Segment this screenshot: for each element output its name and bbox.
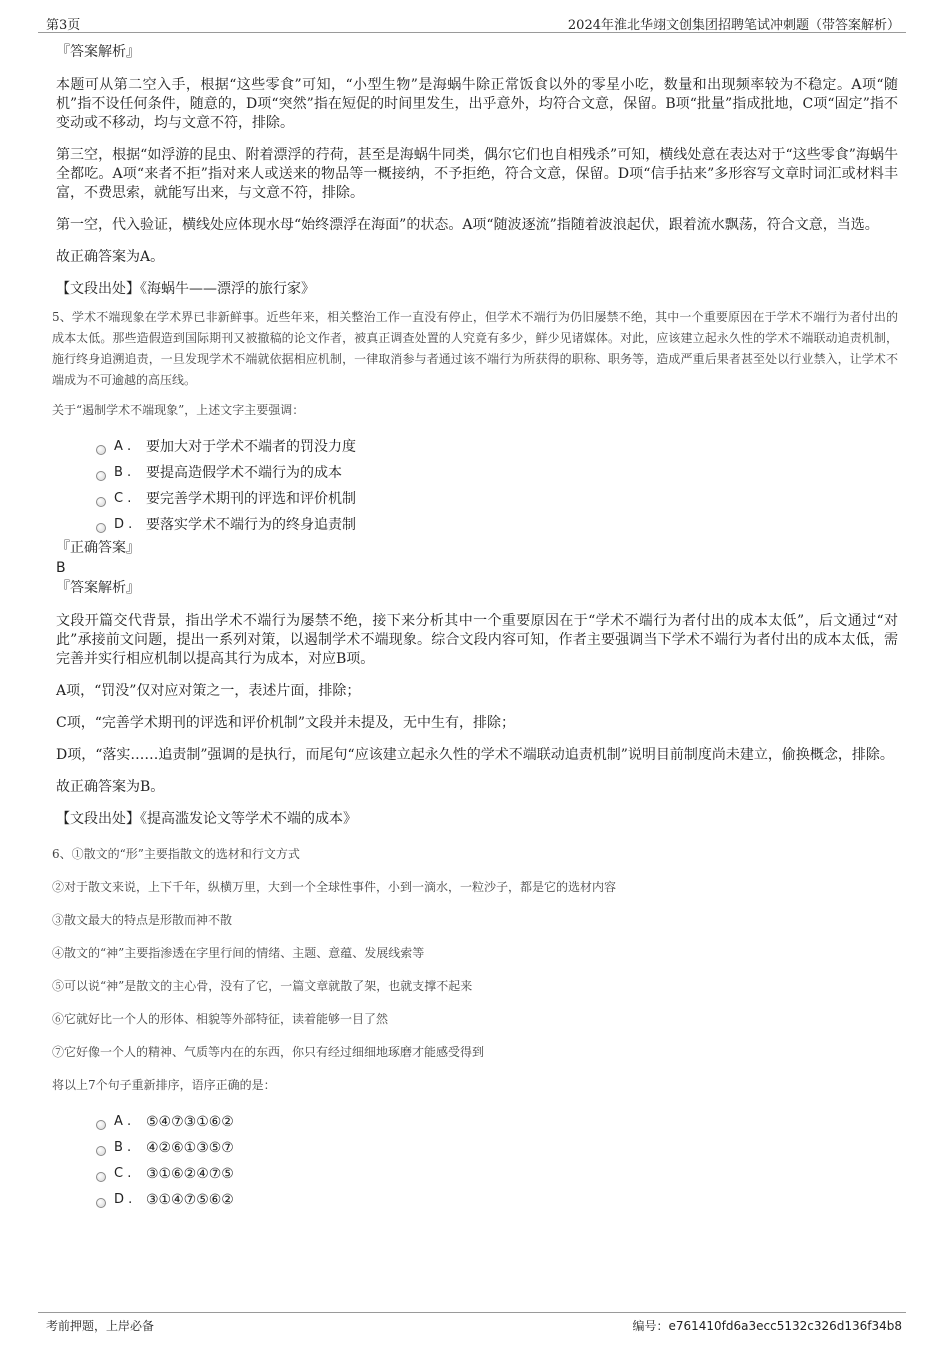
radio-icon[interactable]: [96, 445, 106, 455]
q6-option-a[interactable]: [96, 1109, 898, 1135]
q5-conclusion: 故正确答案为B。: [56, 779, 165, 795]
q6-option-b[interactable]: [96, 1135, 898, 1161]
q6-sentence: ⑦它好像一个人的精神、气质等内在的东西，你只有经过细细地琢磨才能感受得到: [52, 1045, 485, 1059]
option-text: 要完善学术期刊的评选和评价机制: [146, 491, 356, 507]
option-letter: D .: [114, 517, 133, 532]
option-text: ⑤④⑦③①⑥②: [146, 1114, 234, 1130]
option-text: 要加大对于学术不端者的罚没力度: [146, 439, 356, 455]
option-letter: C .: [114, 491, 132, 506]
q6-option-c[interactable]: [96, 1161, 898, 1187]
q4-analysis-paragraph: 第三空，根据“如浮游的昆虫、附着漂浮的荇荷，甚至是海蜗牛同类，偶尔它们也自相残杀”可知，横线处意在表达对于“这些零食”海蜗牛全都吃。A项“来者不拒”指对来人或送来的物品等一概接纳，不予拒绝，符合文意，保留。D项“信手拈来”多形容写文章时词汇或材料丰富，不费思索，就能写出来，与文意不符，排除。: [56, 147, 898, 201]
q5-stem: 5、学术不端现象在学术界已非新鲜事。近些年来，相关整治工作一直没有停止，但学术不端行为仍旧屡禁不绝，其中一个重要原因在于学术不端行为者付出的成本太低。那些造假造到国际期刊又被撤稿的论文作者，被真正调查处置的人究竟有多少，鲜少见诸媒体。对此，应该建立起永久性的学术不端联动追责机制，施行终身追溯追责，一旦发现学术不端就依据相应机制，一律取消参与者通过该不端行为所获得的职称、职务等，造成严重后果者甚至处以行业禁入，让学术不端成为不可逾越的高压线。: [52, 310, 898, 387]
code-value: e761410fd6a3ecc5132c326d136f34b8: [668, 1319, 902, 1333]
radio-icon[interactable]: [96, 1198, 106, 1208]
page-header: [38, 12, 906, 33]
q6-options: [96, 1109, 898, 1213]
document-code: [632, 1317, 902, 1334]
option-text: ③①④⑦⑤⑥②: [146, 1192, 234, 1208]
document-title: 2024年淮北华翊文创集团招聘笔试冲刺题（带答案解析）: [567, 18, 900, 33]
option-letter: A .: [114, 439, 132, 454]
q5-option-a[interactable]: [96, 434, 898, 460]
option-letter: A .: [114, 1114, 132, 1129]
q5-prompt: 关于“遏制学术不端现象”，上述文字主要强调：: [52, 403, 305, 417]
q6-sentence: 6、①散文的“形”主要指散文的选材和行文方式: [52, 847, 300, 861]
q6-sentence: ②对于散文来说，上下千年，纵横万里，大到一个全球性事件，小到一滴水，一粒沙子，都是它的选材内容: [52, 880, 617, 894]
page-footer: [38, 1312, 906, 1335]
q5-analysis-paragraph: A项，“罚没”仅对应对策之一，表述片面，排除；: [56, 683, 361, 699]
option-text: ③①⑥②④⑦⑤: [146, 1166, 234, 1182]
option-text: 要提高造假学术不端行为的成本: [146, 465, 342, 481]
radio-icon[interactable]: [96, 1120, 106, 1130]
q5-analysis-paragraph: C项，“完善学术期刊的评选和评价机制”文段并未提及，无中生有，排除；: [56, 715, 516, 731]
q4-analysis-label: 『答案解析』: [56, 44, 140, 60]
q5-analysis-paragraph: D项，“落实……追责制”强调的是执行，而尾句“应该建立起永久性的学术不端联动追责机制”说明目前制度尚未建立，偷换概念，排除。: [56, 747, 894, 763]
radio-icon[interactable]: [96, 1172, 106, 1182]
code-label: 编号：: [632, 1319, 669, 1333]
q4-source: 【文段出处】《海蜗牛——漂浮的旅行家》: [56, 281, 315, 297]
document-body: [52, 42, 898, 1213]
option-letter: D .: [114, 1192, 133, 1207]
q6-sentence: ⑤可以说“神”是散文的主心骨，没有了它，一篇文章就散了架，也就支撑不起来: [52, 979, 473, 993]
q6-sentence: ③散文最大的特点是形散而神不散: [52, 913, 233, 927]
q4-analysis-paragraph: 本题可从第二空入手，根据“这些零食”可知，“小型生物”是海蜗牛除正常饭食以外的零星小吃，数量和出现频率较为不稳定。A项“随机”指不设任何条件，随意的，D项“突然”指在短促的时间里发生，出乎意外，均符合文意，保留。B项“批量”指成批地，C项“固定”指不变动或不移动，均与文意不符，排除。: [56, 77, 898, 131]
q6-sentence: ④散文的“神”主要指渗透在字里行间的情绪、主题、意蕴、发展线索等: [52, 946, 425, 960]
page-number: 第3页: [46, 18, 81, 33]
q5-correct-label: 『正确答案』: [56, 540, 140, 556]
q5-option-d[interactable]: [96, 512, 898, 538]
q6-prompt: 将以上7个句子重新排序，语序正确的是：: [52, 1078, 276, 1092]
q6-sentence: ⑥它就好比一个人的形体、相貌等外部特征，读着能够一目了然: [52, 1012, 389, 1026]
option-text: ④②⑥①③⑤⑦: [146, 1140, 234, 1156]
radio-icon[interactable]: [96, 1146, 106, 1156]
q5-source: 【文段出处】《提高滥发论文等学术不端的成本》: [56, 811, 357, 827]
q5-analysis-label: 『答案解析』: [56, 580, 140, 596]
option-text: 要落实学术不端行为的终身追责制: [146, 517, 356, 533]
q5-correct-answer: B: [56, 560, 66, 576]
radio-icon[interactable]: [96, 523, 106, 533]
q5-option-c[interactable]: [96, 486, 898, 512]
radio-icon[interactable]: [96, 497, 106, 507]
q6-option-d[interactable]: [96, 1187, 898, 1213]
q5-analysis-paragraph: 文段开篇交代背景，指出学术不端行为屡禁不绝，接下来分析其中一个重要原因在于“学术不端行为者付出的成本太低”，后文通过“对此”承接前文问题，提出一系列对策，以遏制学术不端现象。综合文段内容可知，作者主要强调当下学术不端行为者付出的成本太低，需完善并实行相应机制以提高其行为成本，对应B项。: [56, 613, 898, 667]
option-letter: B .: [114, 465, 132, 480]
option-letter: C .: [114, 1166, 132, 1181]
footer-note: 考前押题，上岸必备: [46, 1319, 155, 1333]
radio-icon[interactable]: [96, 471, 106, 481]
q5-options: [96, 434, 898, 538]
q4-analysis-paragraph: 第一空，代入验证，横线处应体现水母“始终漂浮在海面”的状态。A项“随波逐流”指随着波浪起伏，跟着流水飘荡，符合文意，当选。: [56, 217, 879, 233]
option-letter: B .: [114, 1140, 132, 1155]
q4-conclusion: 故正确答案为A。: [56, 249, 165, 265]
q5-option-b[interactable]: [96, 460, 898, 486]
